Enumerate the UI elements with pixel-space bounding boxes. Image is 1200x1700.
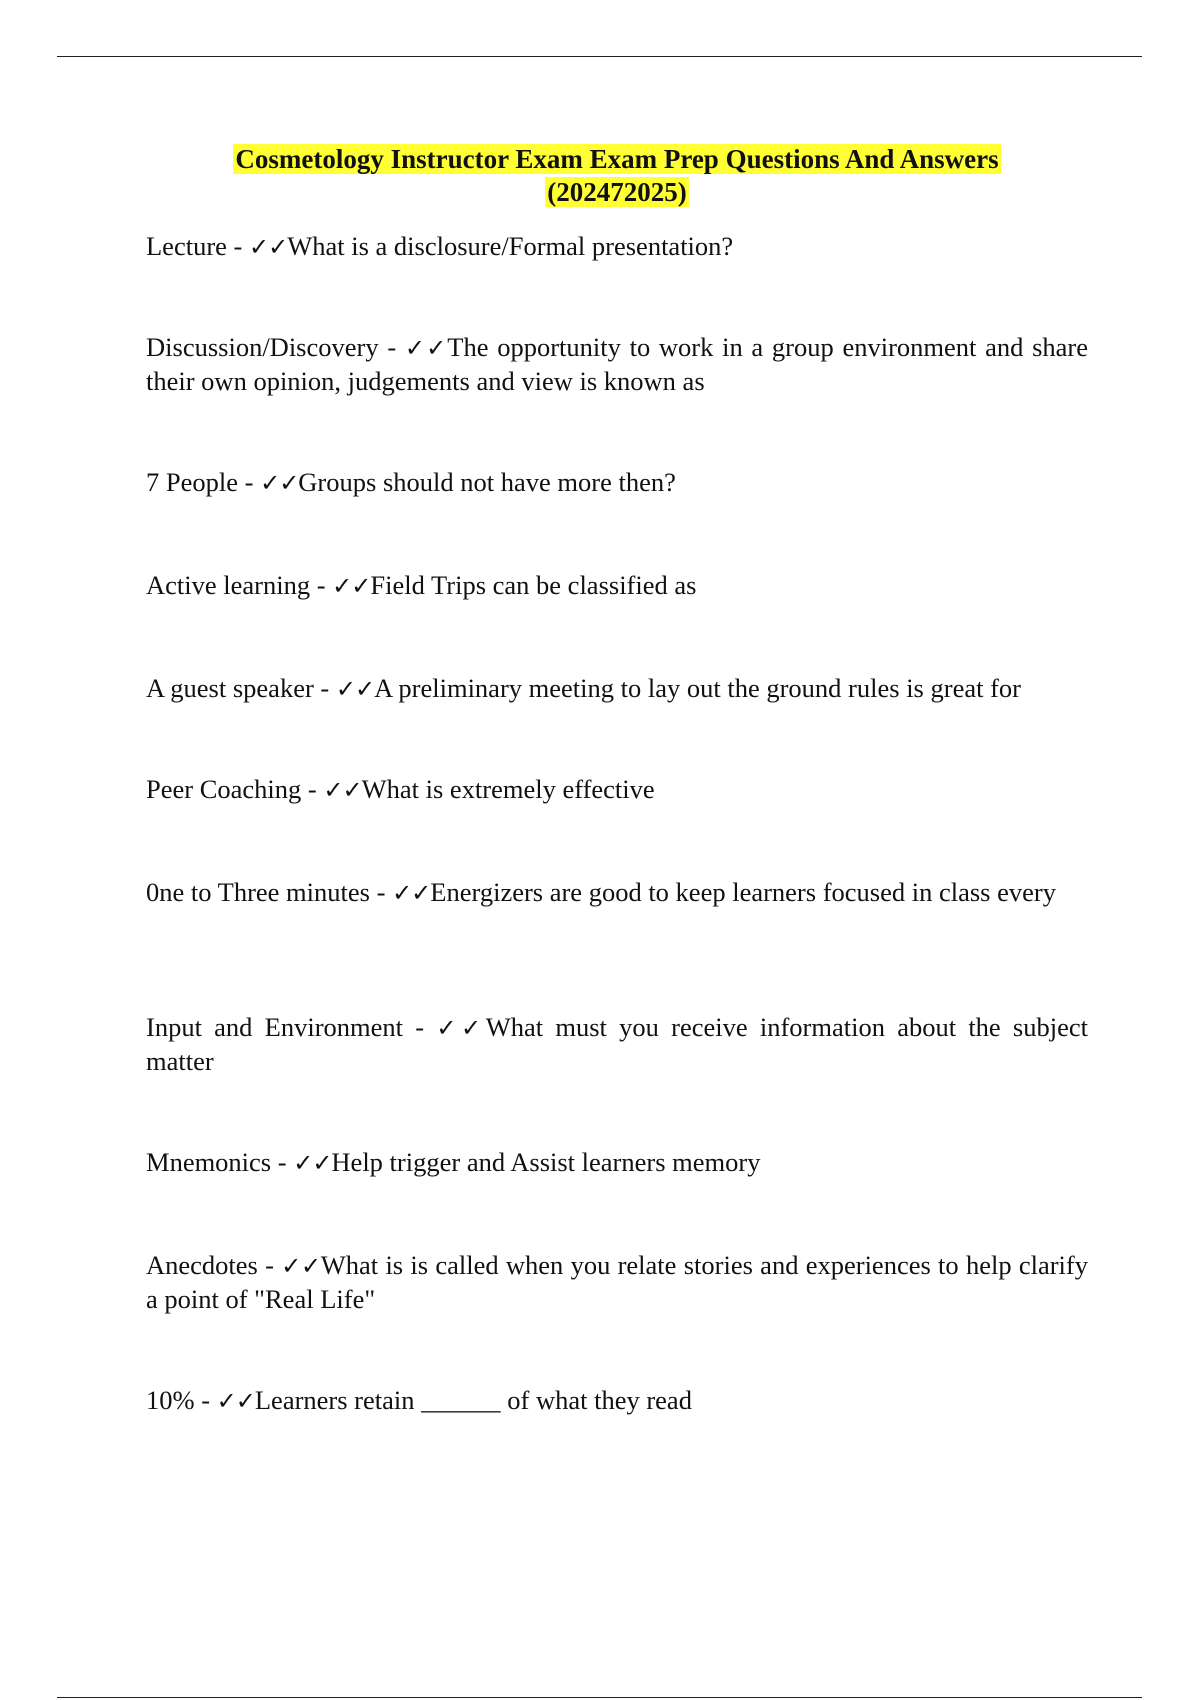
check-mark-icon: ✓✓ — [392, 879, 431, 907]
qa-separator: - — [301, 774, 324, 804]
qa-answer: 10% — [146, 1385, 195, 1415]
qa-question: A preliminary meeting to lay out the ground rules is great for — [374, 673, 1021, 703]
qa-separator: - — [257, 1250, 282, 1280]
check-mark-icon: ✓✓ — [216, 1387, 255, 1415]
qa-separator: - — [378, 332, 405, 362]
qa-item — [146, 876, 1088, 910]
check-mark-icon: ✓✓ — [404, 334, 448, 362]
title-line-2: (202472025) — [547, 177, 687, 207]
qa-item — [146, 1011, 1088, 1078]
qa-separator: - — [313, 673, 336, 703]
qa-answer: Discussion/Discovery — [146, 332, 379, 362]
qa-separator: - — [403, 1012, 437, 1042]
qa-question: Help trigger and Assist learners memory — [331, 1147, 761, 1177]
qa-answer: Input and Environment — [146, 1012, 404, 1042]
qa-item — [146, 331, 1088, 398]
qa-item — [146, 1146, 1088, 1180]
qa-separator: - — [226, 231, 249, 261]
qa-answer: A guest speaker — [146, 673, 314, 703]
qa-answer: Peer Coaching — [146, 774, 302, 804]
check-mark-icon: ✓✓ — [335, 675, 375, 703]
bottom-rule — [57, 1697, 1142, 1698]
qa-question: Groups should not have more then? — [298, 467, 676, 497]
check-mark-icon: ✓✓ — [293, 1149, 332, 1177]
qa-item — [146, 1249, 1088, 1316]
qa-question: Learners retain ______ of what they read — [254, 1385, 692, 1415]
qa-question: What must you receive information about the subject matter — [146, 1012, 1088, 1076]
qa-answer: Lecture — [146, 231, 227, 261]
qa-answer: 7 People — [146, 467, 238, 497]
qa-question: What is extremely effective — [361, 774, 655, 804]
qa-separator: - — [238, 467, 261, 497]
qa-separator: - — [369, 877, 393, 907]
check-mark-icon: ✓✓ — [436, 1014, 486, 1042]
check-mark-icon: ✓✓ — [260, 469, 299, 497]
check-mark-icon: ✓✓ — [249, 233, 288, 261]
qa-item — [146, 773, 1088, 807]
title-line-1: Cosmetology Instructor Exam Exam Prep Questions And Answers — [235, 144, 999, 174]
qa-question: What is a disclosure/Formal presentation? — [287, 231, 734, 261]
qa-item — [146, 1384, 1088, 1418]
qa-item — [146, 569, 1088, 603]
document-title — [146, 143, 1088, 209]
qa-separator: - — [194, 1385, 217, 1415]
check-mark-icon: ✓✓ — [281, 1252, 321, 1280]
qa-item — [146, 466, 1088, 500]
qa-answer: Mnemonics — [146, 1147, 272, 1177]
top-rule — [57, 56, 1142, 57]
qa-answer: Active learning — [146, 570, 311, 600]
qa-item — [146, 230, 1088, 264]
qa-question: Field Trips can be classified as — [370, 570, 697, 600]
qa-separator: - — [271, 1147, 294, 1177]
qa-separator: - — [310, 570, 333, 600]
qa-question: Energizers are good to keep learners focused in class every — [430, 877, 1056, 907]
qa-question: What is is called when you relate stories and experiences to help clarify a point of "Real Life" — [146, 1250, 1088, 1314]
qa-item — [146, 672, 1088, 706]
qa-answer: 0ne to Three minutes — [146, 877, 370, 907]
qa-question: The opportunity to work in a group environment and share their own opinion, judgements and view is known as — [146, 332, 1089, 396]
check-mark-icon: ✓✓ — [332, 572, 371, 600]
qa-answer: Anecdotes — [146, 1250, 258, 1280]
check-mark-icon: ✓✓ — [323, 776, 362, 804]
